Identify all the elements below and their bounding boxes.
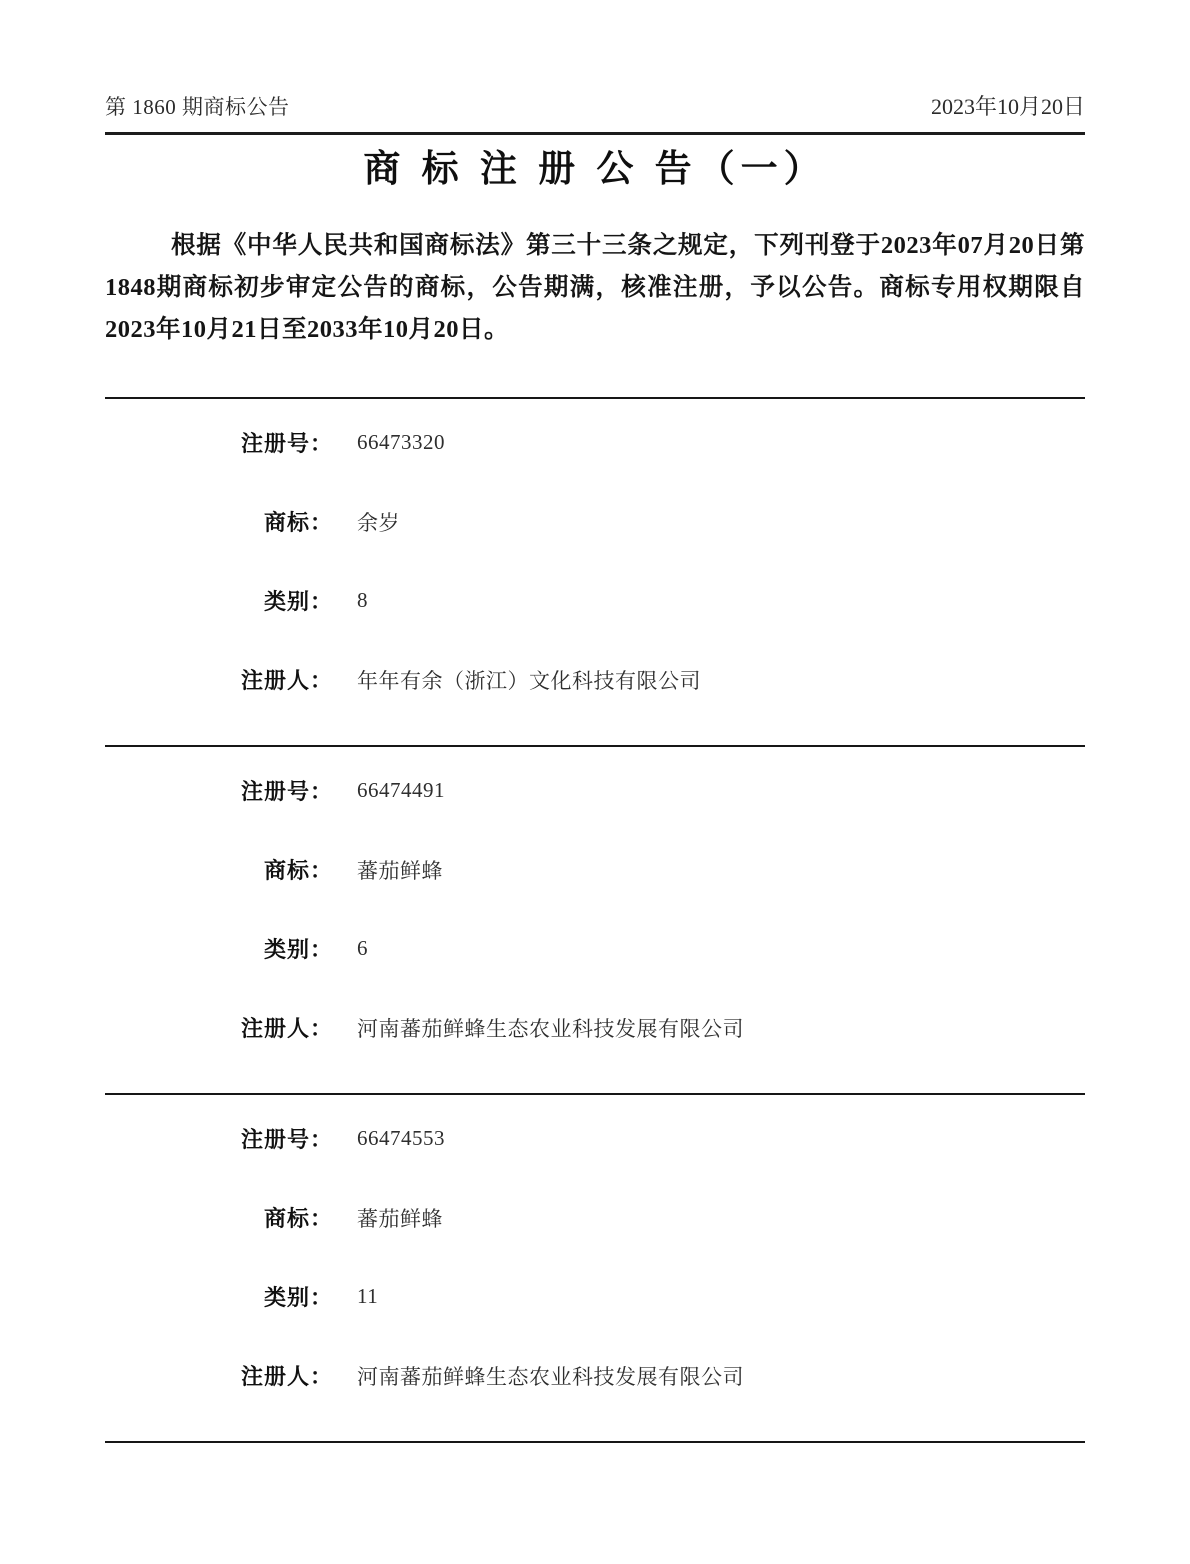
page-header [105,90,1085,122]
trademark-row [105,830,1085,909]
reg-no-label: 注册号： [240,1127,333,1152]
category-row [105,561,1085,640]
trademark-record [105,745,1085,1093]
trademark-value: 蕃茄鲜蜂 [357,1206,443,1231]
reg-no-value: 66474553 [357,1126,445,1150]
trademark-label: 商标： [263,858,333,883]
document-title: 商 标 注 册 公 告（一） [363,149,827,190]
reg-no-label: 注册号： [240,779,333,804]
category-value: 8 [357,588,368,612]
gazette-issue-label: 第 1860 期商标公告 [105,95,290,119]
trademark-value: 蕃茄鲜蜂 [357,858,443,883]
reg-no-row [105,751,1085,830]
reg-no-value: 66473320 [357,430,445,454]
records-list [105,397,1085,1443]
trademark-record [105,397,1085,745]
reg-no-row [105,403,1085,482]
registrant-value: 河南蕃茄鲜蜂生态农业科技发展有限公司 [357,1364,744,1389]
registrant-label: 注册人： [240,668,333,693]
category-row [105,1257,1085,1336]
registrant-row [105,1336,1085,1415]
registrant-label: 注册人： [240,1016,333,1041]
category-label: 类别： [263,1285,333,1310]
bottom-divider [105,1441,1085,1443]
trademark-row [105,1178,1085,1257]
trademark-label: 商标： [263,1206,333,1231]
reg-no-label: 注册号： [240,431,333,456]
category-value: 11 [357,1284,379,1308]
trademark-label: 商标： [263,510,333,535]
category-label: 类别： [263,589,333,614]
registrant-value: 河南蕃茄鲜蜂生态农业科技发展有限公司 [357,1016,744,1041]
category-value: 6 [357,936,368,960]
registrant-label: 注册人： [240,1364,333,1389]
reg-no-row [105,1099,1085,1178]
category-label: 类别： [263,937,333,962]
header-divider [105,132,1085,135]
registrant-row [105,640,1085,719]
trademark-value: 余岁 [357,510,400,535]
trademark-row [105,482,1085,561]
registrant-row [105,988,1085,1067]
registrant-value: 年年有余（浙江）文化科技有限公司 [357,668,701,693]
gazette-date: 2023年10月20日 [930,94,1085,119]
category-row [105,909,1085,988]
trademark-record [105,1093,1085,1441]
reg-no-value: 66474491 [357,778,445,802]
intro-paragraph: 根据《中华人民共和国商标法》第三十三条之规定，下列刊登于2023年07月20日第1848期商标初步审定公告的商标，公告期满，核准注册，予以公告。商标专用权期限自2023年10月21日至2033年10月20日。 [105,232,1085,343]
